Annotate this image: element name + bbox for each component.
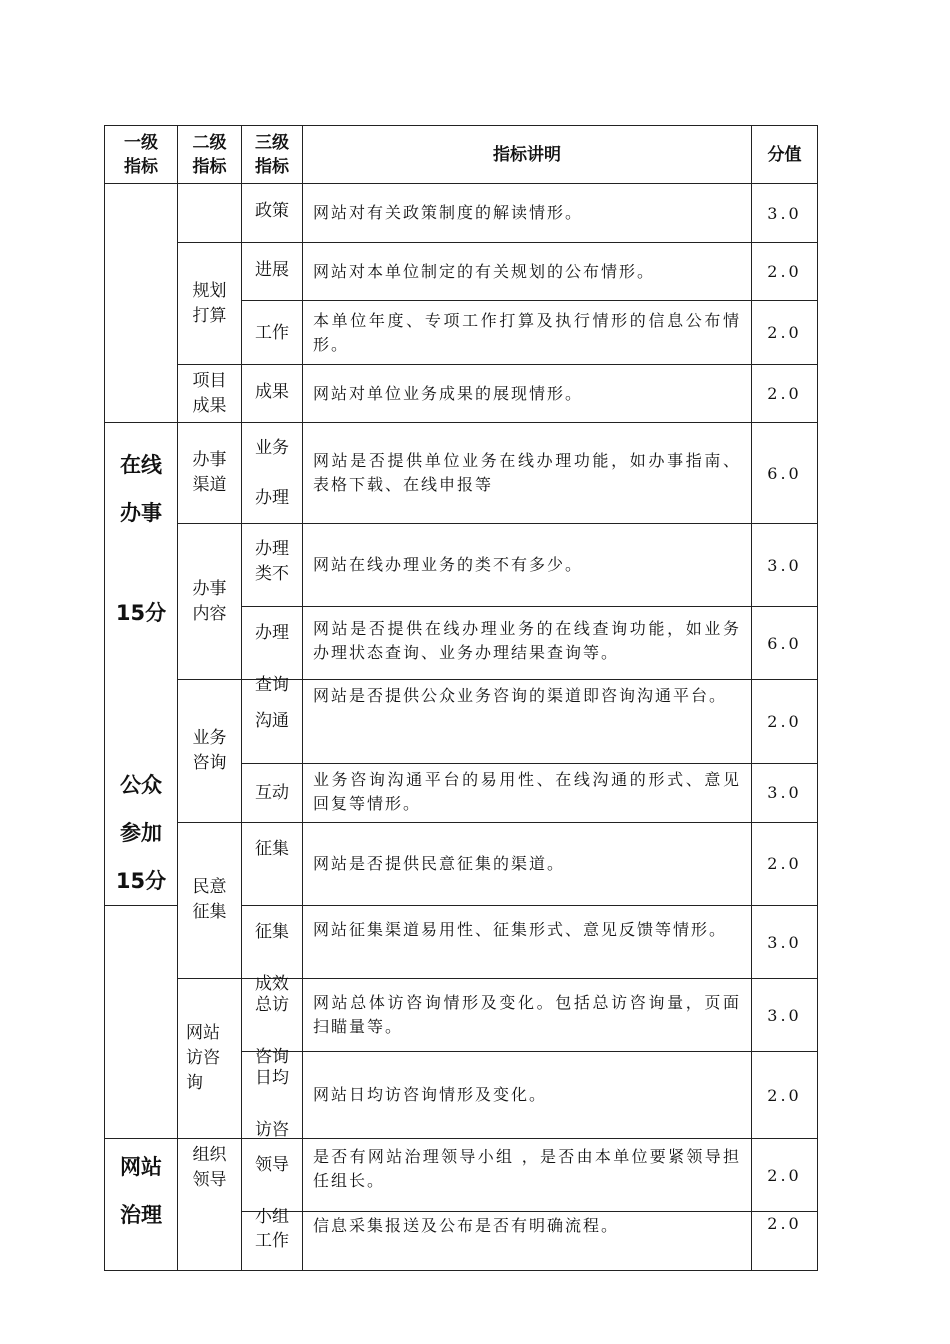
level3-cell: 成果: [242, 365, 303, 423]
table-row: [105, 680, 818, 763]
table-row: [105, 184, 818, 243]
table-header-row: [105, 126, 818, 184]
score-cell: 2.0: [752, 365, 818, 423]
table-row: [105, 423, 818, 524]
table-row: [105, 243, 818, 301]
level3-cell: 办理 类不: [242, 524, 303, 607]
level2-visit: 网站 访咨 询: [178, 979, 242, 1139]
level3-cell: 政策: [242, 184, 303, 243]
level2-project: 项目 成果: [178, 365, 242, 423]
desc-cell: 网站是否提供民意征集的渠道。: [303, 822, 752, 905]
level1-public-cont: [105, 906, 178, 1139]
score-cell: 3.0: [752, 763, 818, 822]
score-cell: 2.0: [752, 822, 818, 905]
level2-content: 办事 内容: [178, 524, 242, 680]
score-cell: 3.0: [752, 906, 818, 979]
level3-cell: 领导 小组: [242, 1139, 303, 1212]
level3-cell: 互动: [242, 763, 303, 822]
level1-govern: 网站 治理: [105, 1139, 178, 1271]
level3-cell: 办理 查询: [242, 607, 303, 680]
level3-cell: 沟通: [242, 680, 303, 763]
score-cell: 2.0: [752, 301, 818, 365]
table-row: [105, 365, 818, 423]
level2-cell-empty: [178, 184, 242, 243]
header-level2: 二级指标: [178, 126, 242, 184]
level2-org: 组织 领导: [178, 1139, 242, 1271]
desc-cell: 网站对单位业务成果的展现情形。: [303, 365, 752, 423]
desc-cell: 网站是否提供单位业务在线办理功能，如办事指南、表格下载、在线申报等: [303, 423, 752, 524]
score-cell: 6.0: [752, 423, 818, 524]
level3-cell: 征集 成效: [242, 906, 303, 979]
desc-cell: 是否有网站治理领导小组 ，是否由本单位要紧领导担任组长。: [303, 1139, 752, 1212]
level3-cell: 工作: [242, 301, 303, 365]
desc-cell: 网站总体访咨询情形及变化。包括总访咨询量，页面扫瞄量等。: [303, 979, 752, 1052]
level2-consult: 业务 咨询: [178, 680, 242, 822]
level3-cell: 征集: [242, 822, 303, 905]
level3-cell: 业务 办理: [242, 423, 303, 524]
desc-cell: 业务咨询沟通平台的易用性、在线沟通的形式、意见回复等情形。: [303, 763, 752, 822]
level3-cell: 进展: [242, 243, 303, 301]
table-row: [105, 979, 818, 1052]
desc-cell: 网站对有关政策制度的解读情形。: [303, 184, 752, 243]
indicator-table: [104, 125, 818, 1271]
desc-cell: 本单位年度、专项工作打算及执行情形的信息公布情形。: [303, 301, 752, 365]
score-cell: 6.0: [752, 607, 818, 680]
table-row: [105, 822, 818, 905]
level3-cell: 工作: [242, 1212, 303, 1271]
header-desc: 指标讲明: [303, 126, 752, 184]
score-cell: 2.0: [752, 1212, 818, 1271]
level2-plan: 规划 打算: [178, 243, 242, 365]
level1-online-public: 在线 办事 15分 公众 参加 15分: [105, 423, 178, 906]
score-cell: 3.0: [752, 184, 818, 243]
level2-channel: 办事 渠道: [178, 423, 242, 524]
score-cell: 2.0: [752, 680, 818, 763]
desc-cell: 网站日均访咨询情形及变化。: [303, 1052, 752, 1139]
level2-opinion: 民意 征集: [178, 822, 242, 978]
desc-cell: 网站是否提供公众业务咨询的渠道即咨询沟通平台。: [303, 680, 752, 763]
score-cell: 2.0: [752, 1052, 818, 1139]
table-row: [105, 1139, 818, 1212]
header-level1: 一级指标: [105, 126, 178, 184]
score-cell: 3.0: [752, 979, 818, 1052]
level3-cell: 日均 访咨: [242, 1052, 303, 1139]
desc-cell: 网站在线办理业务的类不有多少。: [303, 524, 752, 607]
desc-cell: 网站对本单位制定的有关规划的公布情形。: [303, 243, 752, 301]
header-level3: 三级指标: [242, 126, 303, 184]
level3-cell: 总访 咨询: [242, 979, 303, 1052]
score-cell: 3.0: [752, 524, 818, 607]
score-cell: 2.0: [752, 243, 818, 301]
desc-cell: 网站征集渠道易用性、征集形式、意见反馈等情形。: [303, 906, 752, 979]
score-cell: 2.0: [752, 1139, 818, 1212]
level1-cell-empty: [105, 184, 178, 423]
desc-cell: 网站是否提供在线办理业务的在线查询功能，如业务办理状态查询、业务办理结果查询等。: [303, 607, 752, 680]
table-row: [105, 524, 818, 607]
header-score: 分值: [752, 126, 818, 184]
desc-cell: 信息采集报送及公布是否有明确流程。: [303, 1212, 752, 1271]
